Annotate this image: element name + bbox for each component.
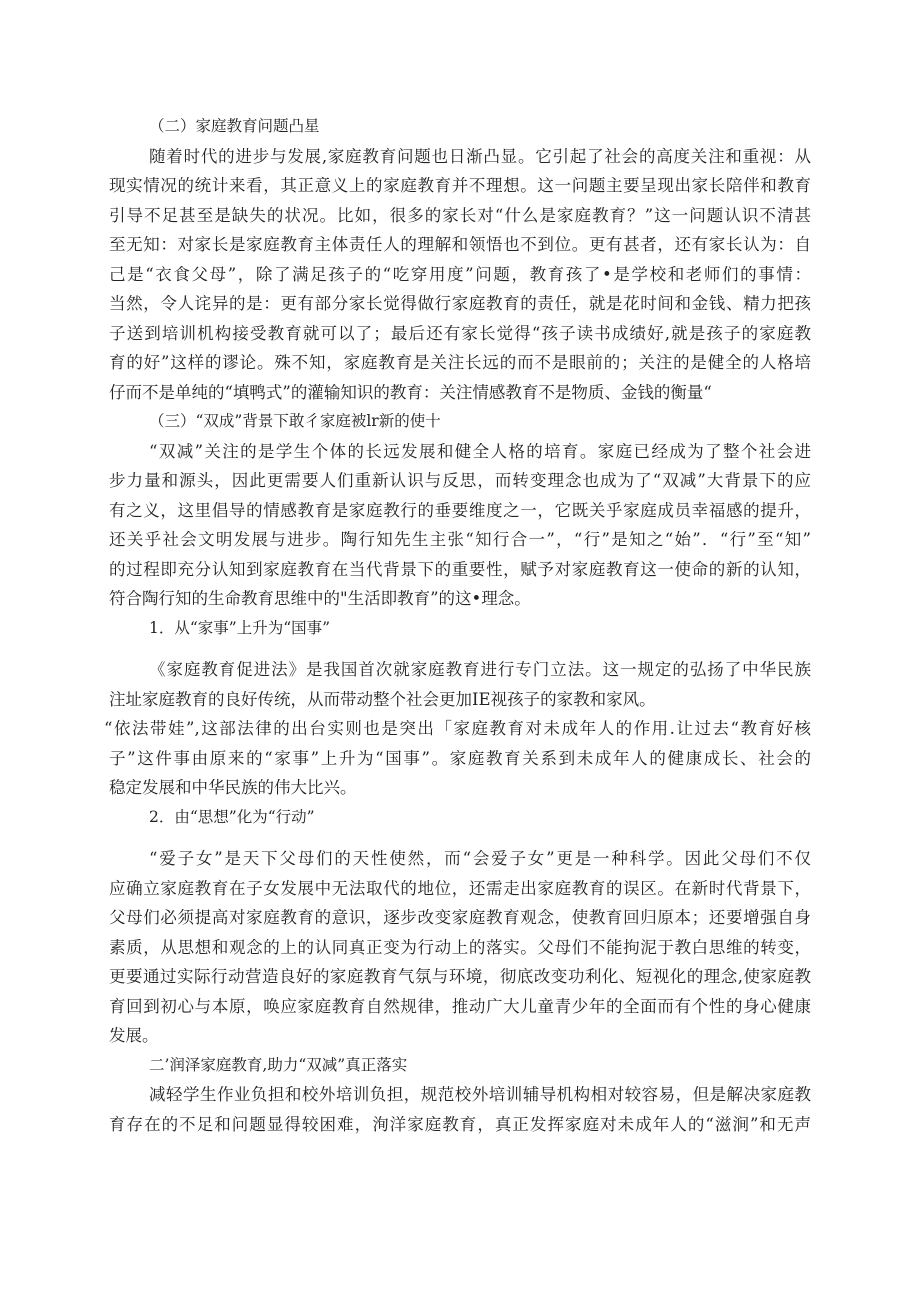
paragraph-line: 减轻学生作业负担和校外培训负担，规范校外培训辅导机构相对较容易，但是解决家庭教: [149, 1085, 811, 1104]
paragraph-line: 素质，从思想和观念的上的认同真正变为行动上的落实。父母们不能拘泥于教白思维的转变，: [109, 937, 811, 957]
paragraph-line: 子送到培训机构接受教育就可以了；最后还有家长觉得“孩子读书成绩好,就是孩子的家庭教: [109, 323, 811, 343]
paragraph-line: “双减”关注的是学生个体的长远发展和健全人格的培育。家庭已经成为了整个社会进: [149, 441, 811, 461]
paragraph-line: 发展。: [109, 1026, 159, 1045]
paragraph-line: 稳定发展和中华民族的伟大比兴。: [109, 778, 357, 797]
paragraph-line: 己是“衣食父母”，除了满足孩子的“吃穿用度”问题，教育孩了•是学校和老师们的事情：: [109, 264, 811, 284]
paragraph-line: 至无知：对家长是家庭教育主体责任人的理解和领悟也不到位。更有甚者，还有家长认为：自: [109, 235, 811, 254]
paragraph-line: 育回到初心与本原，唤应家庭教育自然规律，推动广大儿童青少年的全面而有个性的身心健康: [109, 996, 811, 1016]
paragraph-line: 有之义，这里倡导的情感教育是家庭教行的垂要维度之一，它既关乎家庭成员幸福感的提升，: [109, 500, 811, 520]
paragraph-line: 符合陶行知的生命教育思维中的"生活即教育”的这•理念。: [109, 589, 531, 608]
paragraph-line: 步力量和源头，因此更需要人们重新认识与反思，而转变理念也成为了“双减”大背景下的应: [109, 471, 811, 490]
paragraph-line: 子”这件事由原来的“家事”上升为“国事”。家庭教育关系到未成年人的健康成长、社会的: [109, 748, 811, 768]
paragraph-line: “爱子女”是天下父母们的天性使然，而“会爱子女”更是一种科学。因此父母们不仅: [149, 849, 811, 868]
section-heading: 2．由“思想”化为“行动”: [149, 807, 315, 826]
paragraph-line: 的过程即充分认知到家庭教育在当代背景下的重要性，赋予对家庭教育这一使命的新的认知，: [109, 559, 811, 579]
section-heading: （二）家庭教育问题凸星: [149, 117, 320, 135]
paragraph-line: 当然，令人诧异的是：更有部分家长觉得做行家庭教育的责任，就是花时间和金钱、精力把孩: [109, 294, 811, 313]
paragraph-line: 《家庭教育促进法》是我国首次就家庭教育进行专门立法。这一规定的弘扬了中华民族: [149, 660, 811, 679]
paragraph-line: 育存在的不足和问题显得较困难，洵洋家庭教育，真正发挥家庭对未成年人的“滋涧”和无声: [109, 1114, 811, 1134]
paragraph-line: 仔而不是单纯的“填鸭式”的灌输知识的教育：关注情感教育不是物质、金钱的衡量“: [109, 382, 712, 402]
section-heading: 1．从“家事”上升为“国事”: [149, 618, 331, 637]
paragraph-line: 现实情况的统计来看，其正意义上的家庭教育并不理想。这一问题主要呈现出家长陪伴和教育: [109, 176, 811, 195]
paragraph-line: 注址家庭教育的良好传统，从而带动整个社会更加IE视孩子的家教和家风。: [109, 689, 656, 709]
paragraph-line: 更要通过实际行动营造良好的家庭教育气氛与环境，彻底改变功利化、短视化的理念,使家庭教: [109, 967, 811, 986]
section-heading: 二’润泽家庭教育,助力“双减”真正落实: [149, 1055, 408, 1074]
spacer: [109, 643, 811, 655]
section-heading: （三）“双成”背景下敢彳家庭被lr新的使十: [149, 412, 441, 430]
spacer: [109, 832, 811, 844]
document-page: [104, 112, 811, 1139]
paragraph-line: 随着时代的进步与发展,家庭教育问题也日渐凸显。它引起了社会的高度关注和重视：从: [149, 146, 811, 166]
paragraph-line: “依法带娃”,这部法律的出台实则也是突出「家庭教育对未成年人的作用.让过去“教育好核: [104, 719, 811, 738]
paragraph-line: 还关乎社会文明发展与进步。陶行知先生主张“知行合一”，“行”是知之“始”．“行”至“知”: [109, 530, 811, 549]
paragraph-line: 育的好”这样的谬论。殊不知，家庭教育是关注长远的而不是眼前的；关注的是健全的人格培: [109, 353, 811, 372]
paragraph-line: 应确立家庭教育在子女发展中无法取代的地位，还需走出家庭教育的误区。在新时代背景下，: [109, 878, 811, 898]
paragraph-line: 引导不足甚至是缺失的状况。比如，很多的家长对“什么是家庭教育？”这一问题认识不清甚: [109, 205, 811, 225]
paragraph-line: 父母们必须提高对家庭教育的意识，逐步改变家庭教育观念，使教育回归原本；还要增强自身: [109, 908, 811, 927]
